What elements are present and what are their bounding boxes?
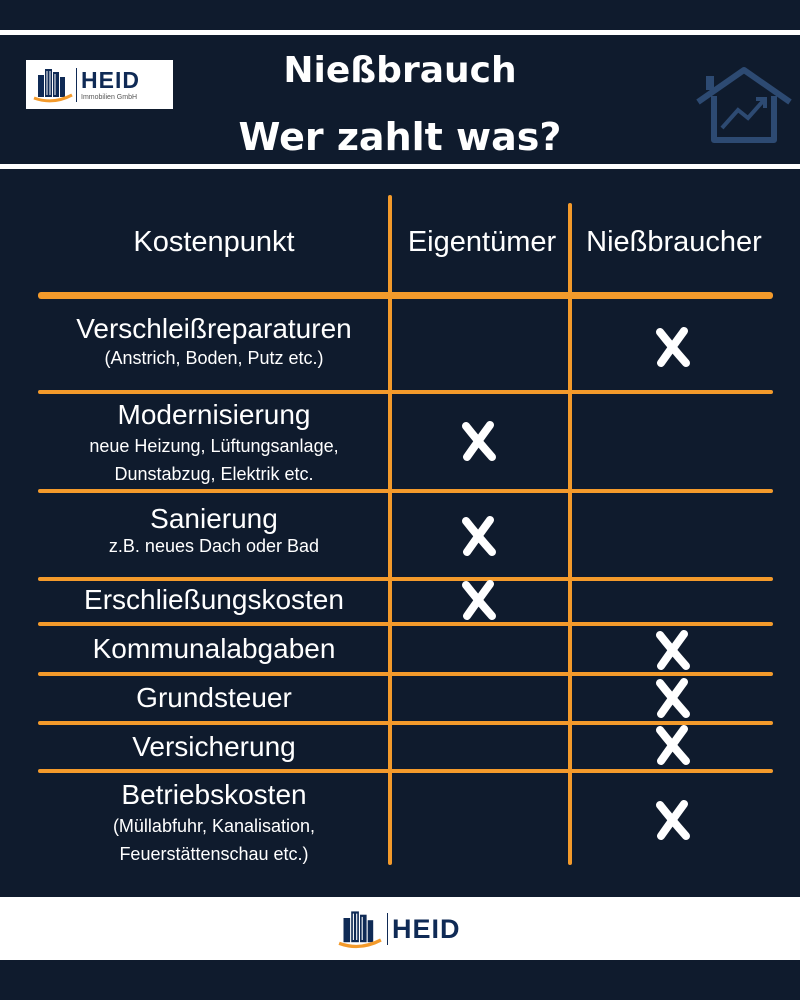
cross-mark-icon xyxy=(459,579,499,621)
cross-mark-icon xyxy=(653,326,693,368)
page-title: Nießbrauch xyxy=(283,50,517,91)
table-row-verschleissreparaturen xyxy=(40,312,388,372)
table-row-betriebskosten xyxy=(40,778,388,868)
row-divider xyxy=(38,672,773,676)
row-detail: Feuerstättenschau etc.) xyxy=(119,844,309,864)
row-detail: Dunstabzug, Elektrik etc. xyxy=(114,464,314,484)
header-divider xyxy=(38,292,773,299)
logo-divider xyxy=(387,913,388,945)
house-chart-icon xyxy=(694,66,794,146)
table-row-sanierung xyxy=(40,502,388,560)
logo-divider xyxy=(76,68,77,102)
column-header-eigentuemer: Eigentümer xyxy=(407,226,557,258)
row-label: Kommunalabgaben xyxy=(92,633,336,664)
row-label: Versicherung xyxy=(132,731,296,762)
heid-logo xyxy=(26,60,173,109)
page-subtitle: Wer zahlt was? xyxy=(238,115,562,159)
row-divider xyxy=(38,489,773,493)
footer-logo xyxy=(335,907,461,951)
table-row-kommunalabgaben xyxy=(40,632,388,666)
footer-logo-name: HEID xyxy=(392,913,461,944)
row-label: Grundsteuer xyxy=(136,682,292,713)
row-divider xyxy=(38,390,773,394)
row-divider xyxy=(38,577,773,581)
cross-mark-icon xyxy=(459,420,499,462)
row-divider xyxy=(38,769,773,773)
buildings-logo-icon xyxy=(335,907,385,951)
logo-subtitle: Immobilien GmbH xyxy=(81,93,138,101)
table-row-erschliessungskosten xyxy=(40,583,388,617)
header-bottom-rule xyxy=(0,164,800,169)
cross-mark-icon xyxy=(653,724,693,766)
row-label: Modernisierung xyxy=(117,399,311,430)
cross-mark-icon xyxy=(459,515,499,557)
column-header-kostenpunkt: Kostenpunkt xyxy=(133,226,295,258)
table-row-versicherung xyxy=(40,730,388,764)
cross-mark-icon xyxy=(653,799,693,841)
logo-name: HEID xyxy=(81,66,140,93)
row-detail: (Anstrich, Boden, Putz etc.) xyxy=(104,348,324,368)
row-detail: z.B. neues Dach oder Bad xyxy=(108,536,320,556)
row-label: Sanierung xyxy=(150,503,278,534)
cross-mark-icon xyxy=(653,629,693,671)
table-row-modernisierung xyxy=(40,398,388,488)
row-label: Verschleißreparaturen xyxy=(76,313,352,344)
column-header-niessbraucher: Nießbraucher xyxy=(586,226,762,258)
buildings-logo-icon xyxy=(32,65,74,105)
footer xyxy=(0,897,800,960)
table-row-grundsteuer xyxy=(40,681,388,715)
row-label: Betriebskosten xyxy=(121,779,307,810)
row-detail: (Müllabfuhr, Kanalisation, xyxy=(112,816,316,836)
top-rule xyxy=(0,30,800,35)
row-label: Erschließungskosten xyxy=(84,584,344,615)
cross-mark-icon xyxy=(653,677,693,719)
row-divider xyxy=(38,622,773,626)
column-divider-2 xyxy=(568,203,572,865)
row-detail: neue Heizung, Lüftungsanlage, xyxy=(89,436,339,456)
